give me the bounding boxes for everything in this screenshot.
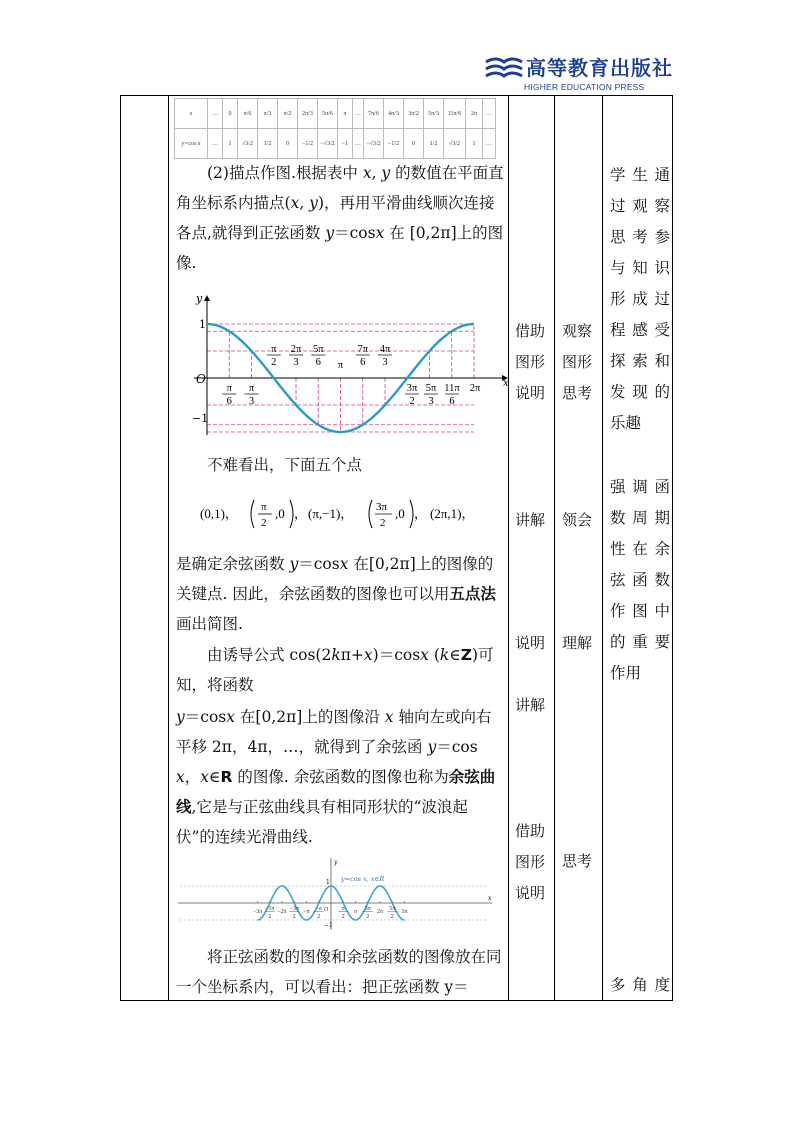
- x-tick-label: π: [271, 344, 277, 355]
- x-axis-label: x: [488, 895, 492, 902]
- five-points-formula: [196, 490, 516, 538]
- svg-text:,0: ,0: [395, 506, 405, 521]
- col4-block: 观察 图形 思考: [562, 322, 593, 402]
- paragraph-five-point-method: 是确定余弦函数 y＝cosx 在[0,2π]上的图像的关键点. 因此，余弦函数的图像也可以用五点法画出简图.: [176, 555, 496, 633]
- svg-text:3π: 3π: [376, 501, 388, 513]
- x-tick-label: 5π: [425, 383, 437, 394]
- logo-english: HIGHER EDUCATION PRESS: [524, 82, 645, 92]
- y-tick-label: 1: [326, 879, 330, 886]
- x-tick-label: π: [226, 383, 232, 394]
- col5-block: 强 调 函 数 周 期 性 在 余 弦 函 数 作 图 中 的 重 要 作用: [610, 478, 670, 682]
- x-tick-label: 6: [360, 357, 366, 368]
- x-tick-label: 3: [293, 357, 299, 368]
- cosine-graph-0-2pi: [174, 290, 509, 438]
- x-tick-label: −3π: [289, 906, 299, 912]
- point-5: (2π,1)，: [430, 506, 475, 521]
- y-tick-label: 1: [199, 318, 206, 331]
- svg-text:π: π: [261, 501, 267, 513]
- paragraph-plotting: (2)描点作图.根据表中 x, y 的数值在平面直角坐标系内描点(x, y)，再用平滑曲线顺次连接各点,就得到正弦函数 y＝cosx 在 [0,2π]上的图像.: [176, 164, 504, 272]
- point-1: (0,1)，: [200, 506, 238, 521]
- x-tick-label: 3: [428, 396, 434, 407]
- svg-text:,0: ,0: [275, 506, 285, 521]
- x-tick-label: 2: [292, 914, 296, 920]
- book-icon: [484, 54, 524, 84]
- y-tick-label: −1: [324, 922, 333, 929]
- x-tick-label: 2: [390, 914, 394, 920]
- x-tick-label: 2: [409, 396, 415, 407]
- x-axis-label: x: [503, 378, 509, 389]
- x-tick-label: 4π: [379, 344, 391, 355]
- publisher-logo: [484, 50, 680, 94]
- x-tick-label: 2π: [469, 383, 481, 394]
- x-tick-label: −π: [303, 909, 310, 915]
- table-row: y=cos x … 1 √3/2 1/2 0 −1/2 −√3/2 −1 … −√3/2 −1/2 0 1/2 √3/2 1 …: [175, 129, 496, 159]
- x-tick-label: 3: [248, 396, 255, 407]
- x-tick-label: π: [353, 909, 358, 915]
- value-table: [174, 98, 496, 159]
- col3-block: 借助 图形 说明: [515, 322, 546, 402]
- col3-block: 讲解: [515, 511, 546, 529]
- x-tick-label: −5π: [265, 906, 275, 912]
- x-tick-label: 2: [317, 914, 321, 920]
- x-tick-label: −2π: [277, 909, 287, 915]
- x-tick-label: 3π: [401, 909, 408, 915]
- x-tick-label: π: [248, 383, 255, 394]
- paragraph-cosine-curve: y＝cosx 在[0,2π]上的图像沿 x 轴向左或向右平移 2π，4π，…，就得到了余弦函 y＝cos x，x∈R 的图像. 余弦函数的图像也称为余弦曲线,它是与正弦曲线具有相同形状的“波浪起伏”的连续光滑曲线.: [176, 708, 496, 846]
- x-tick-label: 2: [271, 357, 277, 368]
- x-tick-label: 2π: [376, 909, 384, 915]
- x-tick-label: −3π: [252, 909, 263, 915]
- x-tick-label: 2: [268, 914, 272, 920]
- point-3: (π,−1)，: [308, 506, 354, 521]
- col3-block: 借助 图形 说明: [515, 822, 546, 902]
- x-tick-label: 5π: [312, 344, 324, 355]
- table-row: x … 0 π/6 π/3 π/2 2π/3 5π/6 π … 7π/6 4π/3 3π/2 5π/3 11π/6 2π …: [175, 99, 496, 129]
- y-axis-label: y: [196, 292, 203, 305]
- col5-block: 学 生 通 过 观 察 思 考 参 与 知 识 形 成 过 程 感 受 探 索 和 发 现 的 乐趣: [610, 166, 670, 432]
- x-tick-label: 7π: [357, 344, 369, 355]
- origin-label: O: [196, 372, 206, 386]
- x-tick-label: 2: [341, 914, 345, 920]
- x-tick-label: 6: [449, 396, 455, 407]
- paragraph-induction-formula: 由诱导公式 cos(2kπ+x)＝cosx (k∈Z)可知，将函数: [176, 646, 494, 694]
- svg-text:，: ，: [294, 506, 308, 521]
- y-tick-label: −1: [192, 412, 209, 425]
- x-tick-label: 2π: [290, 344, 302, 355]
- col3-block: 讲解: [515, 696, 546, 714]
- legend: y=cos x, x∈R: [341, 875, 385, 883]
- col4-block: 思考: [562, 852, 593, 870]
- y-axis-label: y: [334, 859, 338, 866]
- x-tick-label: 11π: [444, 383, 460, 394]
- col4-block: 领会: [562, 511, 593, 529]
- paragraph-sine-vs-cosine: 将正弦函数的图像和余弦函数的图像放在同一个坐标系内，可以看出：把正弦函数 y＝: [176, 948, 502, 996]
- svg-text:，: ，: [414, 506, 428, 521]
- paragraph-five-points-intro: 不难看出，下面五个点: [207, 456, 363, 474]
- x-tick-label: 3π: [406, 383, 418, 394]
- svg-text:2: 2: [380, 517, 386, 529]
- origin-label: O: [323, 907, 329, 913]
- x-tick-label: 5π: [389, 906, 396, 912]
- svg-text:2: 2: [261, 517, 267, 529]
- col4-block: 理解: [562, 634, 593, 652]
- logo-chinese: 高等教育出版社: [526, 56, 673, 80]
- x-tick-label: π: [341, 906, 345, 912]
- x-tick-label: 6: [315, 357, 321, 368]
- col3-block: 说明: [515, 634, 546, 652]
- x-tick-label: 2: [366, 914, 370, 920]
- x-tick-label: 3π: [364, 906, 371, 912]
- x-tick-label: −π: [315, 906, 322, 912]
- x-tick-label: 3: [382, 357, 388, 368]
- col5-block: 多 角 度: [610, 976, 670, 994]
- cosine-graph-real-line: [176, 856, 496, 932]
- x-tick-label: 6: [226, 396, 232, 407]
- x-tick-label: π: [337, 360, 344, 371]
